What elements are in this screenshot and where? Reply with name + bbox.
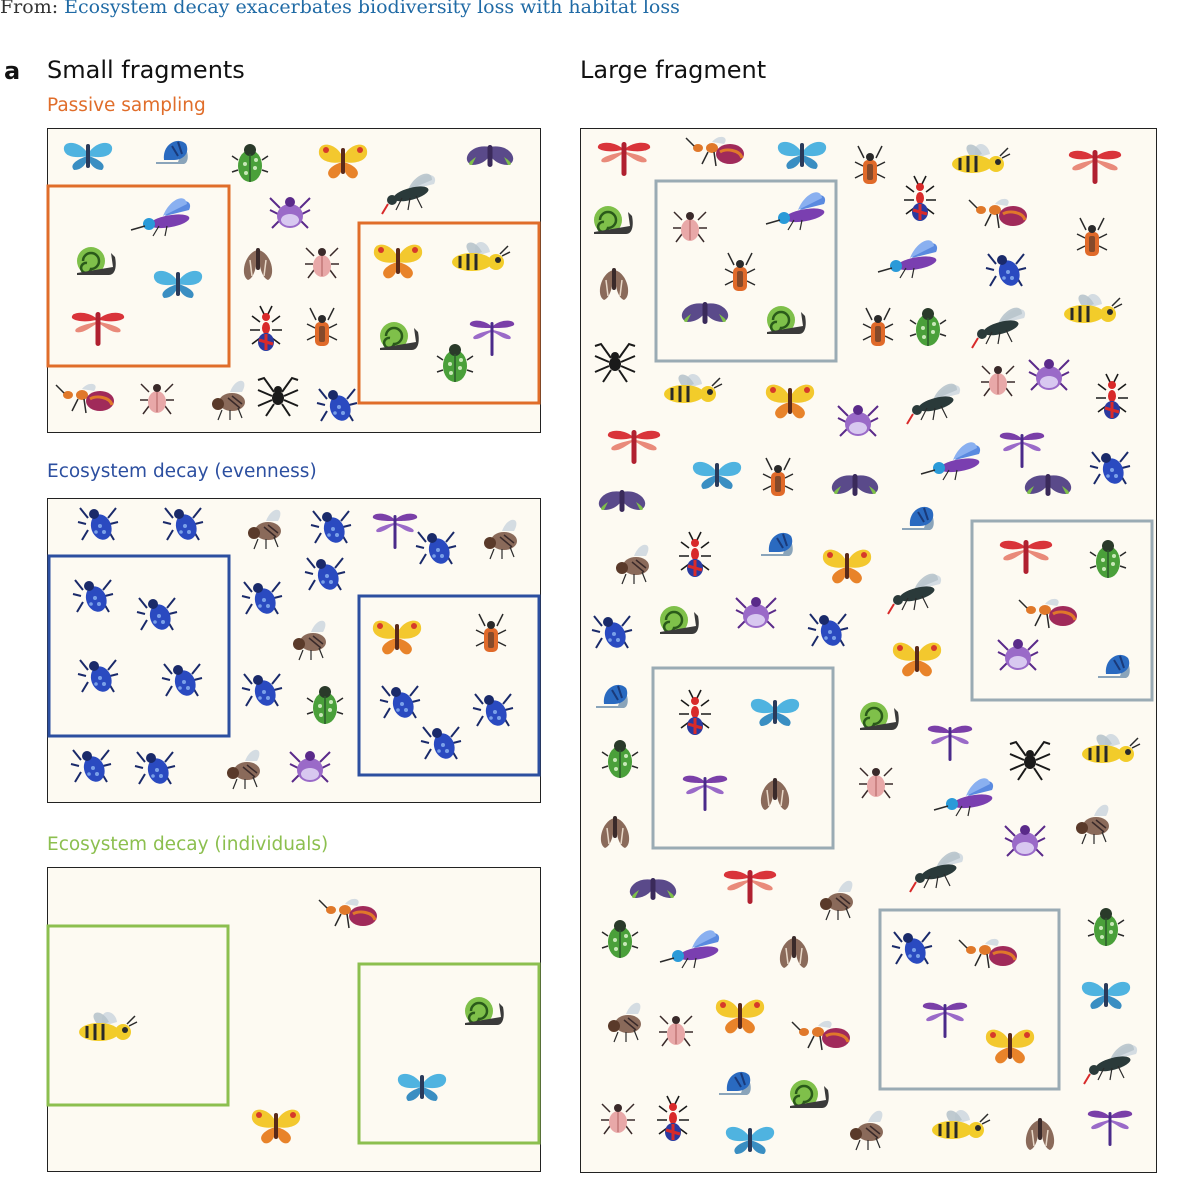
panel-letter: a — [4, 57, 21, 85]
large-fragment-title: Large fragment — [580, 56, 767, 84]
evenness-insects — [49, 508, 539, 789]
passive-sampling-label: Passive sampling — [47, 95, 206, 116]
individuals-sample-box-left — [48, 926, 228, 1105]
large-fragment-insects — [592, 137, 1152, 1154]
passive-sampling-insects — [48, 141, 539, 424]
evenness-sample-box-left — [49, 556, 229, 736]
article-title-link[interactable]: Ecosystem decay exacerbates biodiversity loss with habitat loss — [64, 0, 680, 18]
individuals-label: Ecosystem decay (individuals) — [47, 834, 329, 855]
from-label: From: — [0, 0, 59, 18]
evenness-label: Ecosystem decay (evenness) — [47, 461, 317, 482]
small-fragments-title: Small fragments — [47, 56, 245, 84]
individuals-insects — [48, 899, 539, 1143]
individuals-sample-box-right — [359, 964, 539, 1143]
large-sample-box-3 — [653, 668, 833, 848]
